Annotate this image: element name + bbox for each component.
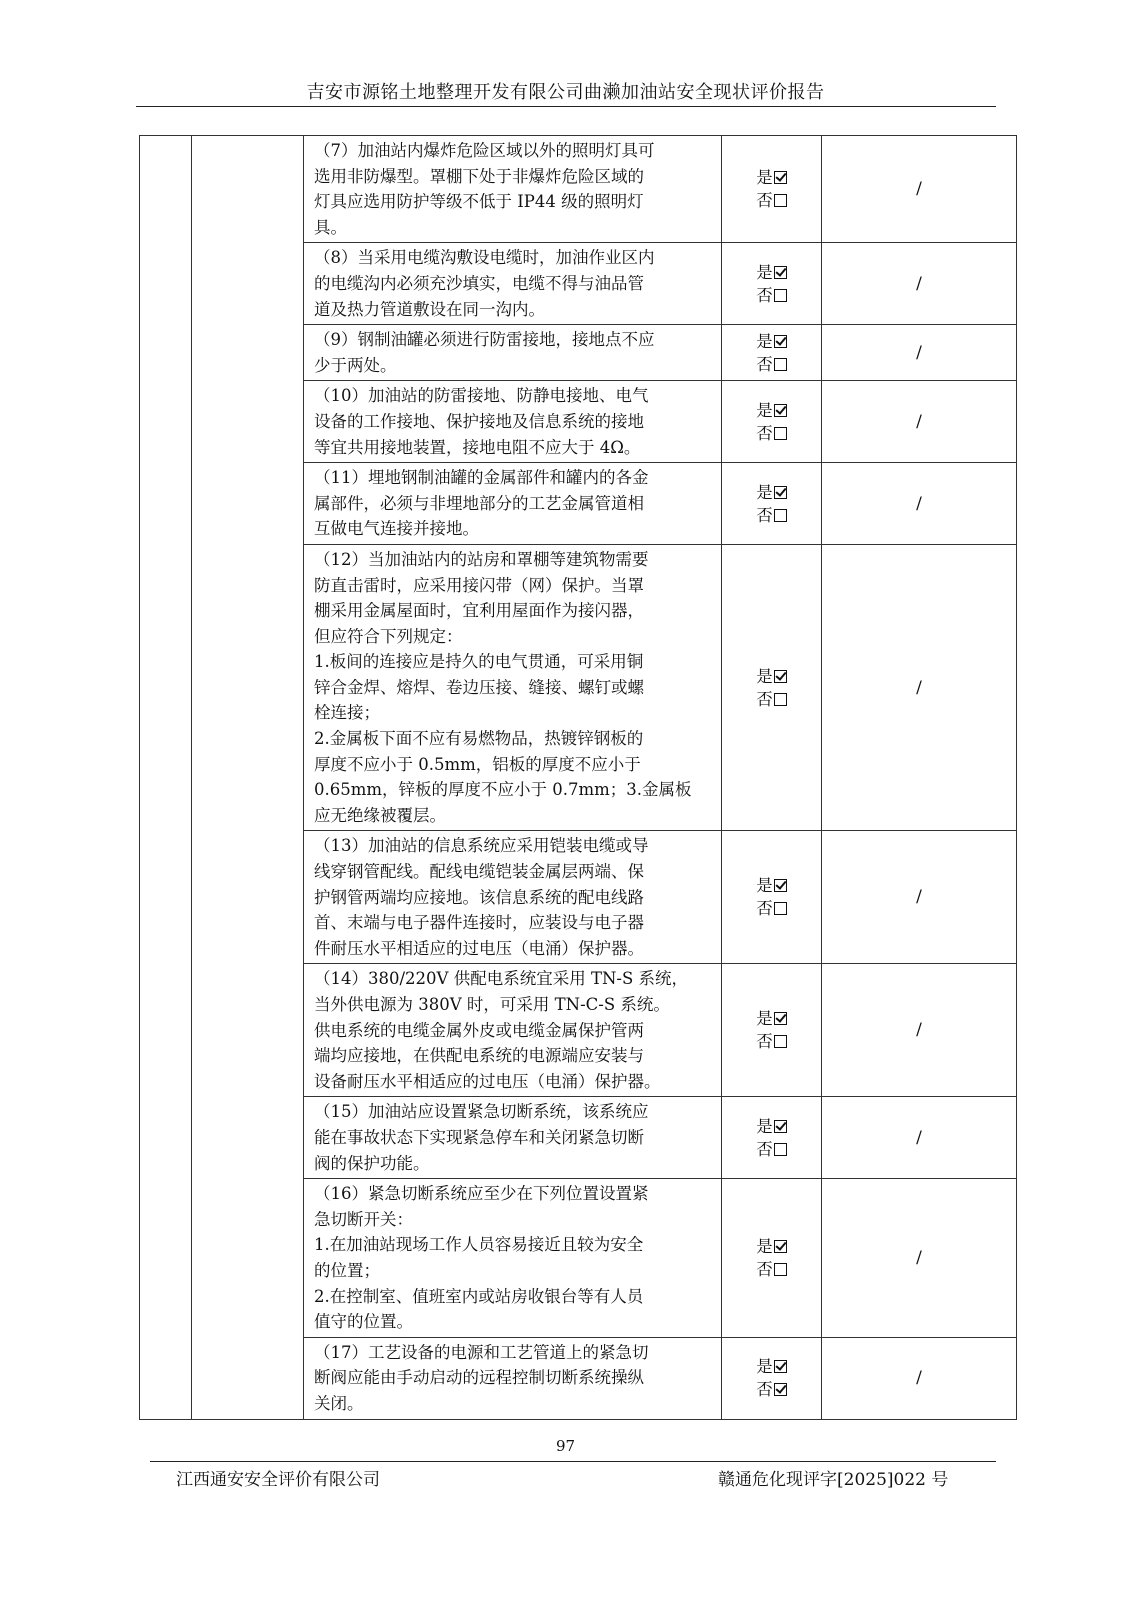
requirement-text-line: 选用非防爆型。罩棚下处于非爆炸危险区域的 bbox=[314, 166, 644, 186]
requirement-cell bbox=[304, 381, 722, 463]
requirement-text-line: 护钢管两端均应接地。该信息系统的配电线路 bbox=[314, 887, 644, 907]
requirement-text-line: 属部件，必须与非埋地部分的工艺金属管道相 bbox=[314, 493, 644, 513]
category-cell bbox=[140, 136, 192, 1420]
note-cell: / bbox=[822, 1337, 1017, 1419]
requirement-text-line: 供电系统的电缆金属外皮或电缆金属保护管两 bbox=[314, 1020, 644, 1040]
requirement-text-line: 急切断开关： bbox=[314, 1209, 413, 1229]
requirement-cell bbox=[304, 964, 722, 1097]
requirement-text-line: （14）380/220V 供配电系统宜采用 TN-S 系统， bbox=[314, 969, 689, 989]
requirement-text-line: 棚采用金属屋面时，宜利用屋面作为接闪器， bbox=[314, 601, 644, 621]
checked-checkbox-icon bbox=[774, 404, 787, 417]
requirement-text-line: （17）工艺设备的电源和工艺管道上的紧急切 bbox=[314, 1342, 649, 1362]
empty-checkbox-icon bbox=[774, 358, 787, 371]
empty-checkbox-icon bbox=[774, 1263, 787, 1276]
requirement-cell bbox=[304, 831, 722, 964]
empty-checkbox-icon bbox=[774, 693, 787, 706]
requirement-text-line: （8）当采用电缆沟敷设电缆时，加油作业区内 bbox=[314, 248, 655, 268]
note-cell: / bbox=[822, 136, 1017, 243]
yes-option bbox=[722, 1235, 821, 1258]
requirement-text-line: 设备耐压水平相适应的过电压（电涌）保护器。 bbox=[314, 1071, 661, 1091]
note-cell: / bbox=[822, 243, 1017, 325]
yes-option-label: 是 bbox=[756, 262, 773, 282]
yes-option bbox=[722, 1355, 821, 1378]
checked-checkbox-icon bbox=[774, 670, 787, 683]
no-option-label: 否 bbox=[756, 689, 773, 709]
yes-option-label: 是 bbox=[756, 1357, 773, 1377]
no-option bbox=[722, 504, 821, 527]
requirement-text-line: （13）加油站的信息系统应采用铠装电缆或导 bbox=[314, 836, 649, 856]
result-cell bbox=[722, 1097, 822, 1179]
empty-checkbox-icon bbox=[774, 902, 787, 915]
checked-checkbox-icon bbox=[774, 266, 787, 279]
requirement-text-line: 线穿钢管配线。配线电缆铠装金属层两端、保 bbox=[314, 862, 644, 882]
requirement-cell bbox=[304, 325, 722, 381]
requirement-text-line: 值守的位置。 bbox=[314, 1312, 413, 1332]
checked-checkbox-icon bbox=[774, 1012, 787, 1025]
footer-doc-number: 赣通危化现评字[2025]022 号 bbox=[718, 1470, 949, 1490]
result-cell bbox=[722, 964, 822, 1097]
requirement-text-line: 端均应接地，在供配电系统的电源端应安装与 bbox=[314, 1046, 644, 1066]
requirement-text-line: 2.在控制室、值班室内或站房收银台等有人员 bbox=[314, 1286, 644, 1306]
no-option-label: 否 bbox=[756, 191, 773, 211]
requirement-text-line: 阀的保护功能。 bbox=[314, 1153, 430, 1173]
requirement-text-line: 互做电气连接并接地。 bbox=[314, 519, 479, 539]
no-option-label: 否 bbox=[756, 1380, 773, 1400]
checked-checkbox-icon bbox=[774, 1383, 787, 1396]
no-option bbox=[722, 688, 821, 711]
yes-option-label: 是 bbox=[756, 1116, 773, 1136]
checked-checkbox-icon bbox=[774, 335, 787, 348]
requirement-text-line: 首、末端与电子器件连接时，应装设与电子器 bbox=[314, 913, 644, 933]
requirement-text-line: 厚度不应小于 0.5mm，铝板的厚度不应小于 bbox=[314, 754, 641, 774]
no-option-label: 否 bbox=[756, 354, 773, 374]
requirement-text-line: 但应符合下列规定： bbox=[314, 626, 463, 646]
checked-checkbox-icon bbox=[774, 1120, 787, 1133]
requirement-text-line: 能在事故状态下实现紧急停车和关闭紧急切断 bbox=[314, 1127, 644, 1147]
yes-option bbox=[722, 1115, 821, 1138]
requirement-text-line: 栓连接； bbox=[314, 703, 380, 723]
yes-option bbox=[722, 261, 821, 284]
note-cell: / bbox=[822, 964, 1017, 1097]
requirement-text-line: 道及热力管道敷设在同一沟内。 bbox=[314, 299, 545, 319]
requirement-cell bbox=[304, 1179, 722, 1338]
result-cell bbox=[722, 243, 822, 325]
result-cell bbox=[722, 325, 822, 381]
yes-option-label: 是 bbox=[756, 400, 773, 420]
requirement-text-line: 关闭。 bbox=[314, 1393, 364, 1413]
requirement-text-line: （15）加油站应设置紧急切断系统，该系统应 bbox=[314, 1102, 649, 1122]
requirement-cell bbox=[304, 544, 722, 831]
yes-option bbox=[722, 330, 821, 353]
requirement-cell bbox=[304, 463, 722, 545]
no-option-label: 否 bbox=[756, 1032, 773, 1052]
checked-checkbox-icon bbox=[774, 486, 787, 499]
requirement-text-line: 件耐压水平相适应的过电压（电涌）保护器。 bbox=[314, 938, 644, 958]
result-cell bbox=[722, 136, 822, 243]
note-cell: / bbox=[822, 831, 1017, 964]
requirement-text-line: 断阀应能由手动启动的远程控制切断系统操纵 bbox=[314, 1368, 644, 1388]
requirement-text-line: （9）钢制油罐必须进行防雷接地，接地点不应 bbox=[314, 330, 655, 350]
requirement-text-line: （16）紧急切断系统应至少在下列位置设置紧 bbox=[314, 1184, 649, 1204]
no-option bbox=[722, 284, 821, 307]
header-divider bbox=[136, 106, 996, 107]
note-cell: / bbox=[822, 463, 1017, 545]
requirement-text-line: 防直击雷时，应采用接闪带（网）保护。当罩 bbox=[314, 575, 644, 595]
no-option-label: 否 bbox=[756, 423, 773, 443]
requirement-text-line: （10）加油站的防雷接地、防静电接地、电气 bbox=[314, 386, 649, 406]
checked-checkbox-icon bbox=[774, 1240, 787, 1253]
footer-company: 江西通安安全评价有限公司 bbox=[176, 1470, 380, 1490]
no-option bbox=[722, 353, 821, 376]
requirement-cell bbox=[304, 136, 722, 243]
yes-option-label: 是 bbox=[756, 666, 773, 686]
note-cell: / bbox=[822, 1097, 1017, 1179]
yes-option-label: 是 bbox=[756, 168, 773, 188]
requirement-text-line: 1.板间的连接应是持久的电气贯通，可采用铜 bbox=[314, 652, 644, 672]
table-row bbox=[140, 136, 1017, 243]
no-option-label: 否 bbox=[756, 1259, 773, 1279]
yes-option bbox=[722, 874, 821, 897]
inspection-table bbox=[139, 135, 1017, 1420]
empty-checkbox-icon bbox=[774, 289, 787, 302]
requirement-text-line: 应无绝缘被覆层。 bbox=[314, 805, 446, 825]
requirement-text-line: 的电缆沟内必须充沙填实，电缆不得与油品管 bbox=[314, 273, 644, 293]
checked-checkbox-icon bbox=[774, 171, 787, 184]
requirement-text-line: 的位置； bbox=[314, 1260, 380, 1280]
yes-option bbox=[722, 1007, 821, 1030]
report-title: 吉安市源铭土地整理开发有限公司曲濑加油站安全现状评价报告 bbox=[306, 82, 825, 103]
page-number: 97 bbox=[555, 1437, 576, 1455]
no-option-label: 否 bbox=[756, 899, 773, 919]
result-cell bbox=[722, 463, 822, 545]
empty-checkbox-icon bbox=[774, 1143, 787, 1156]
no-option-label: 否 bbox=[756, 1139, 773, 1159]
yes-option-label: 是 bbox=[756, 1236, 773, 1256]
no-option-label: 否 bbox=[756, 505, 773, 525]
footer-divider bbox=[150, 1461, 996, 1462]
yes-option-label: 是 bbox=[756, 1009, 773, 1029]
requirement-cell bbox=[304, 243, 722, 325]
yes-option bbox=[722, 166, 821, 189]
no-option bbox=[722, 189, 821, 212]
yes-option-label: 是 bbox=[756, 876, 773, 896]
checked-checkbox-icon bbox=[774, 879, 787, 892]
no-option bbox=[722, 1138, 821, 1161]
no-option bbox=[722, 1030, 821, 1053]
no-option bbox=[722, 422, 821, 445]
requirement-cell bbox=[304, 1097, 722, 1179]
requirement-text-line: 锌合金焊、熔焊、卷边压接、缝接、螺钉或螺 bbox=[314, 677, 644, 697]
empty-checkbox-icon bbox=[774, 509, 787, 522]
note-cell: / bbox=[822, 1179, 1017, 1338]
requirement-text-line: 具。 bbox=[314, 217, 347, 237]
result-cell bbox=[722, 1337, 822, 1419]
empty-checkbox-icon bbox=[774, 1035, 787, 1048]
item-cell bbox=[192, 136, 304, 1420]
result-cell bbox=[722, 544, 822, 831]
requirement-text-line: 1.在加油站现场工作人员容易接近且较为安全 bbox=[314, 1235, 644, 1255]
result-cell bbox=[722, 1179, 822, 1338]
result-cell bbox=[722, 381, 822, 463]
requirement-cell bbox=[304, 1337, 722, 1419]
no-option bbox=[722, 1378, 821, 1401]
no-option bbox=[722, 897, 821, 920]
inspection-table-body bbox=[140, 136, 1017, 1420]
yes-option bbox=[722, 399, 821, 422]
result-cell bbox=[722, 831, 822, 964]
requirement-text-line: 设备的工作接地、保护接地及信息系统的接地 bbox=[314, 411, 644, 431]
no-option-label: 否 bbox=[756, 285, 773, 305]
note-cell: / bbox=[822, 544, 1017, 831]
no-option bbox=[722, 1258, 821, 1281]
requirement-text-line: （11）埋地钢制油罐的金属部件和罐内的各金 bbox=[314, 468, 649, 488]
note-cell: / bbox=[822, 381, 1017, 463]
empty-checkbox-icon bbox=[774, 427, 787, 440]
requirement-text-line: 2.金属板下面不应有易燃物品，热镀锌钢板的 bbox=[314, 729, 644, 749]
yes-option-label: 是 bbox=[756, 331, 773, 351]
requirement-text-line: 灯具应选用防护等级不低于 IP44 级的照明灯 bbox=[314, 192, 644, 212]
yes-option-label: 是 bbox=[756, 482, 773, 502]
requirement-text-line: （7）加油站内爆炸危险区域以外的照明灯具可 bbox=[314, 141, 655, 160]
empty-checkbox-icon bbox=[774, 194, 787, 207]
yes-option bbox=[722, 481, 821, 504]
requirement-text-line: （12）当加油站内的站房和罩棚等建筑物需要 bbox=[314, 549, 649, 569]
requirement-text-line: 当外供电源为 380V 时，可采用 TN-C-S 系统。 bbox=[314, 995, 670, 1014]
checked-checkbox-icon bbox=[774, 1360, 787, 1373]
note-cell: / bbox=[822, 325, 1017, 381]
requirement-text-line: 等宜共用接地装置，接地电阻不应大于 4Ω。 bbox=[314, 437, 641, 457]
requirement-text-line: 少于两处。 bbox=[314, 355, 397, 375]
yes-option bbox=[722, 665, 821, 688]
requirement-text-line: 0.65mm，锌板的厚度不应小于 0.7mm；3.金属板 bbox=[314, 780, 692, 800]
